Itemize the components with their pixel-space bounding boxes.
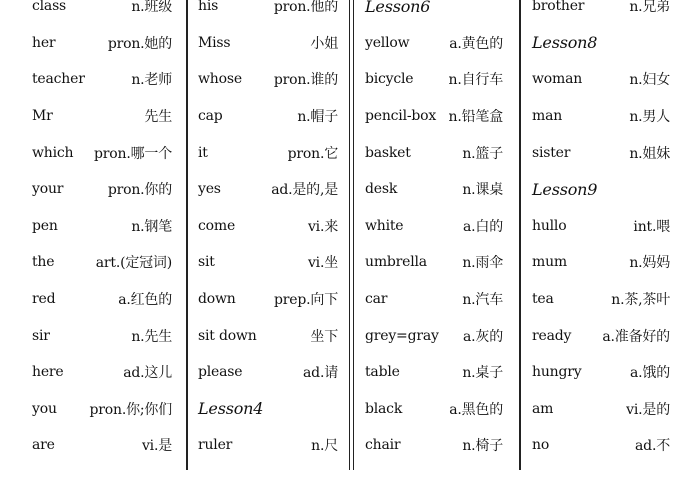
vocab-word: Mr bbox=[32, 108, 53, 125]
vocab-definition: 坐下 bbox=[310, 328, 338, 345]
vocab-word: black bbox=[365, 400, 403, 417]
vocab-definition: vi.是的 bbox=[626, 401, 670, 418]
vocab-row bbox=[365, 427, 503, 464]
vocab-row bbox=[32, 354, 172, 391]
vocab-word: brother bbox=[532, 0, 585, 15]
vocab-row bbox=[365, 354, 503, 391]
vocab-definition: a.白的 bbox=[463, 218, 503, 235]
vocab-row bbox=[198, 317, 338, 354]
vocab-word: here bbox=[32, 364, 64, 381]
vocab-word: sister bbox=[532, 144, 571, 161]
vocab-word: her bbox=[32, 34, 56, 51]
vocab-row bbox=[532, 98, 670, 135]
vocab-column-3 bbox=[365, 0, 503, 478]
vocab-definition: n.妇女 bbox=[629, 72, 670, 89]
vocab-definition: n.妈妈 bbox=[629, 255, 670, 272]
column-divider bbox=[519, 0, 521, 470]
vocab-definition: pron.你的 bbox=[107, 182, 172, 199]
vocab-definition: n.铅笔盒 bbox=[448, 109, 503, 126]
vocab-word: basket bbox=[365, 144, 411, 161]
column-divider bbox=[349, 0, 350, 470]
vocab-row bbox=[532, 317, 670, 354]
vocab-column-1 bbox=[32, 0, 172, 478]
vocab-word: it bbox=[198, 144, 208, 161]
vocab-word: umbrella bbox=[365, 254, 427, 271]
vocab-row bbox=[532, 0, 670, 25]
vocab-word: tea bbox=[532, 291, 554, 308]
vocab-word: white bbox=[365, 217, 404, 234]
vocab-definition: art.(定冠词) bbox=[95, 255, 172, 272]
vocab-definition: int.喂 bbox=[633, 218, 670, 235]
vocab-word: his bbox=[198, 0, 219, 15]
vocab-column-4 bbox=[532, 0, 670, 478]
vocab-definition: 先生 bbox=[144, 109, 172, 126]
lesson-heading bbox=[198, 391, 338, 428]
vocab-row bbox=[365, 281, 503, 318]
vocab-word: woman bbox=[532, 71, 583, 88]
vocab-row bbox=[532, 208, 670, 245]
vocab-definition: n.姐妹 bbox=[629, 145, 670, 162]
vocab-word: red bbox=[32, 291, 56, 308]
vocab-word: am bbox=[532, 400, 554, 417]
vocab-definition: 小姐 bbox=[310, 35, 338, 52]
vocab-definition: vi.是 bbox=[141, 438, 172, 455]
vocab-definition: n.钢笔 bbox=[131, 218, 172, 235]
vocab-row bbox=[198, 354, 338, 391]
vocab-definition: n.男人 bbox=[629, 109, 670, 126]
vocab-row bbox=[32, 171, 172, 208]
vocab-row bbox=[198, 171, 338, 208]
column-divider bbox=[353, 0, 354, 470]
vocab-row bbox=[198, 25, 338, 62]
vocab-definition: a.红色的 bbox=[118, 292, 172, 309]
vocab-definition: n.篮子 bbox=[462, 145, 503, 162]
vocab-row bbox=[32, 208, 172, 245]
vocab-word: sir bbox=[32, 327, 50, 344]
vocab-row bbox=[532, 391, 670, 428]
vocab-word: you bbox=[32, 400, 57, 417]
vocab-row bbox=[32, 391, 172, 428]
vocab-word: teacher bbox=[32, 71, 85, 88]
vocab-row bbox=[32, 427, 172, 464]
vocab-word: the bbox=[32, 254, 55, 271]
vocab-row bbox=[32, 281, 172, 318]
vocab-row bbox=[532, 244, 670, 281]
vocab-definition: n.班级 bbox=[131, 0, 172, 16]
vocab-row bbox=[532, 427, 670, 464]
vocab-row bbox=[532, 354, 670, 391]
vocab-row bbox=[32, 244, 172, 281]
vocab-word: hungry bbox=[532, 364, 582, 381]
vocab-row bbox=[532, 61, 670, 98]
vocab-definition: n.课桌 bbox=[462, 182, 503, 199]
vocab-row bbox=[198, 98, 338, 135]
vocab-definition: n.老师 bbox=[131, 72, 172, 89]
vocab-word: yes bbox=[198, 181, 221, 198]
vocab-row bbox=[365, 244, 503, 281]
vocab-row bbox=[32, 134, 172, 171]
vocab-definition: n.帽子 bbox=[297, 109, 338, 126]
vocab-word: chair bbox=[365, 437, 401, 454]
vocab-row bbox=[365, 61, 503, 98]
vocab-definition: a.准备好的 bbox=[602, 328, 670, 345]
vocab-row bbox=[365, 317, 503, 354]
vocab-definition: n.兄弟 bbox=[629, 0, 670, 16]
vocab-definition: pron.它 bbox=[287, 145, 338, 162]
vocab-definition: pron.你;你们 bbox=[89, 401, 172, 418]
vocab-word: car bbox=[365, 291, 388, 308]
vocab-row bbox=[32, 98, 172, 135]
lesson-title: Lesson6 bbox=[365, 0, 431, 16]
vocab-word: no bbox=[532, 437, 550, 454]
vocab-word: whose bbox=[198, 71, 242, 88]
vocab-column-2 bbox=[198, 0, 338, 478]
vocab-row bbox=[532, 134, 670, 171]
lesson-title: Lesson4 bbox=[198, 399, 264, 419]
vocab-word: hullo bbox=[532, 217, 567, 234]
vocab-definition: a.灰的 bbox=[463, 328, 503, 345]
vocab-word: are bbox=[32, 437, 55, 454]
lesson-heading bbox=[532, 25, 670, 62]
vocab-definition: vi.来 bbox=[307, 218, 338, 235]
vocab-definition: a.黄色的 bbox=[449, 35, 503, 52]
vocab-definition: n.汽车 bbox=[462, 292, 503, 309]
vocab-word: yellow bbox=[365, 34, 410, 51]
vocab-definition: ad.是的,是 bbox=[271, 182, 338, 199]
vocab-definition: n.先生 bbox=[131, 328, 172, 345]
vocab-definition: pron.谁的 bbox=[273, 72, 338, 89]
vocab-definition: prep.向下 bbox=[274, 292, 338, 309]
vocab-word: please bbox=[198, 364, 243, 381]
vocab-row bbox=[32, 0, 172, 25]
vocab-word: mum bbox=[532, 254, 567, 271]
vocab-word: cap bbox=[198, 108, 223, 125]
vocab-row bbox=[198, 0, 338, 25]
vocab-word: class bbox=[32, 0, 67, 15]
vocab-word: grey=gray bbox=[365, 327, 439, 344]
vocab-row bbox=[198, 281, 338, 318]
lesson-heading bbox=[532, 171, 670, 208]
vocab-definition: pron.哪一个 bbox=[94, 145, 172, 162]
vocab-row bbox=[32, 317, 172, 354]
vocab-word: come bbox=[198, 217, 236, 234]
vocab-word: ruler bbox=[198, 437, 233, 454]
vocab-definition: n.椅子 bbox=[462, 438, 503, 455]
vocab-word: your bbox=[32, 181, 64, 198]
vocab-word: ready bbox=[532, 327, 572, 344]
vocab-row bbox=[198, 427, 338, 464]
vocab-word: pen bbox=[32, 217, 58, 234]
vocab-row bbox=[198, 244, 338, 281]
vocab-word: down bbox=[198, 291, 236, 308]
vocab-word: which bbox=[32, 144, 74, 161]
vocab-definition: n.桌子 bbox=[462, 365, 503, 382]
vocab-word: Miss bbox=[198, 34, 231, 51]
vocab-row bbox=[365, 208, 503, 245]
vocab-definition: pron.她的 bbox=[107, 35, 172, 52]
vocab-definition: a.黑色的 bbox=[449, 401, 503, 418]
column-divider bbox=[186, 0, 188, 470]
vocab-row bbox=[365, 171, 503, 208]
vocab-word: bicycle bbox=[365, 71, 414, 88]
vocab-definition: ad.不 bbox=[635, 438, 670, 455]
vocab-row bbox=[32, 25, 172, 62]
vocab-word: pencil-box bbox=[365, 108, 437, 125]
vocab-word: sit bbox=[198, 254, 215, 271]
vocab-row bbox=[198, 208, 338, 245]
vocab-definition: vi.坐 bbox=[307, 255, 338, 272]
vocab-definition: n.尺 bbox=[311, 438, 338, 455]
vocab-definition: pron.他的 bbox=[273, 0, 338, 16]
vocab-word: desk bbox=[365, 181, 398, 198]
vocab-row bbox=[532, 281, 670, 318]
vocab-row bbox=[365, 391, 503, 428]
vocab-word: sit down bbox=[198, 327, 257, 344]
vocab-word: table bbox=[365, 364, 400, 381]
vocab-row bbox=[198, 134, 338, 171]
lesson-title: Lesson9 bbox=[532, 179, 598, 199]
vocab-definition: ad.这儿 bbox=[123, 365, 172, 382]
vocab-row bbox=[32, 61, 172, 98]
vocab-definition: n.雨伞 bbox=[462, 255, 503, 272]
vocab-row bbox=[198, 61, 338, 98]
vocab-word: man bbox=[532, 108, 563, 125]
vocab-row bbox=[365, 134, 503, 171]
vocab-row bbox=[365, 25, 503, 62]
vocab-definition: n.茶,茶叶 bbox=[611, 292, 670, 309]
vocab-row bbox=[365, 98, 503, 135]
vocab-definition: a.饿的 bbox=[630, 365, 670, 382]
vocab-definition: ad.请 bbox=[303, 365, 338, 382]
vocab-definition: n.自行车 bbox=[448, 72, 503, 89]
lesson-title: Lesson8 bbox=[532, 33, 598, 53]
lesson-heading bbox=[365, 0, 503, 25]
